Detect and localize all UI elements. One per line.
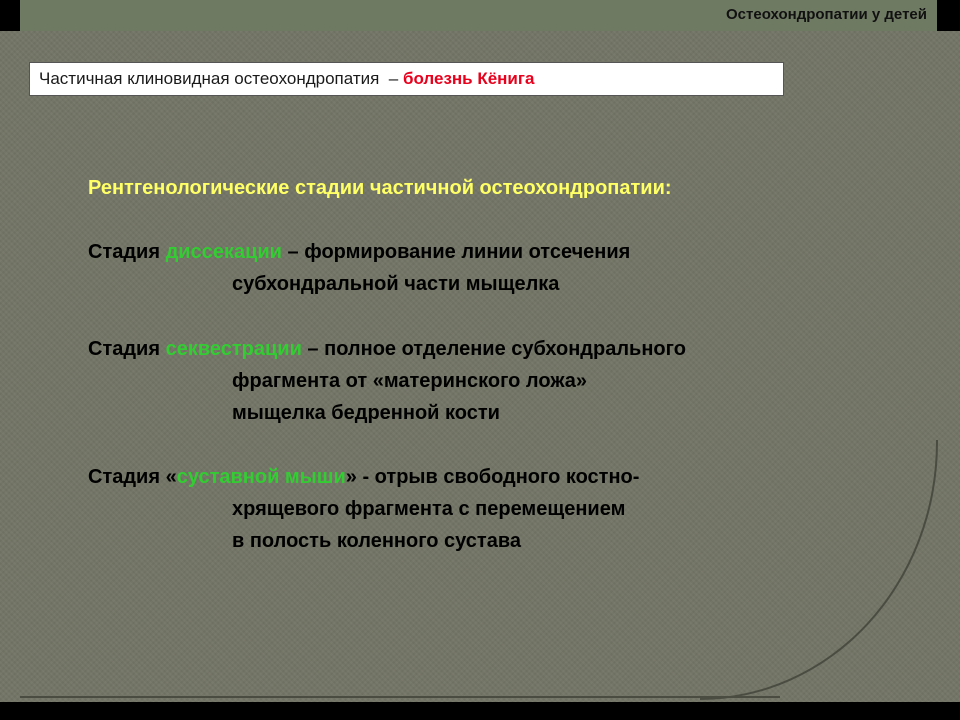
stage-line	[88, 236, 928, 268]
stage-term: суставной мыши	[176, 466, 346, 488]
stage-suffix: » - отрыв свободного костно-	[345, 466, 640, 488]
stages-heading: Рентгенологические стадии частичной остеохондропатии:	[88, 177, 672, 199]
decorative-corner-curve	[700, 440, 938, 700]
subtitle-accent: болезнь Кёнига	[402, 69, 535, 88]
stage-continuation: фрагмента от «материнского ложа»	[232, 370, 587, 392]
stage-continuation: мыщелка бедренной кости	[232, 402, 500, 424]
stage-continuation: в полость коленного сустава	[232, 530, 522, 552]
stage-dissection	[88, 236, 928, 300]
stage-continuation: субхондральной части мыщелка	[232, 273, 560, 295]
header-title: Остеохондропатии у детей	[726, 6, 927, 23]
stage-continuation: хрящевого фрагмента с перемещением	[232, 498, 626, 520]
stage-line	[88, 333, 928, 365]
header-panel	[20, 0, 937, 31]
stage-sequestration	[88, 333, 928, 429]
bottom-bar	[0, 702, 960, 720]
decorative-bottom-line	[20, 696, 780, 698]
stage-term: секвестрации	[165, 338, 302, 360]
stage-suffix: – полное отделение субхондрального	[301, 338, 686, 360]
stage-prefix: Стадия «	[88, 466, 177, 488]
subtitle-box	[29, 62, 784, 96]
subtitle-text: Частичная клиновидная остеохондропатия –	[39, 69, 403, 88]
stage-term: диссекации	[165, 241, 282, 263]
stage-suffix: – формирование линии отсечения	[281, 241, 631, 263]
stage-prefix: Стадия	[88, 338, 166, 360]
stage-prefix: Стадия	[88, 241, 166, 263]
